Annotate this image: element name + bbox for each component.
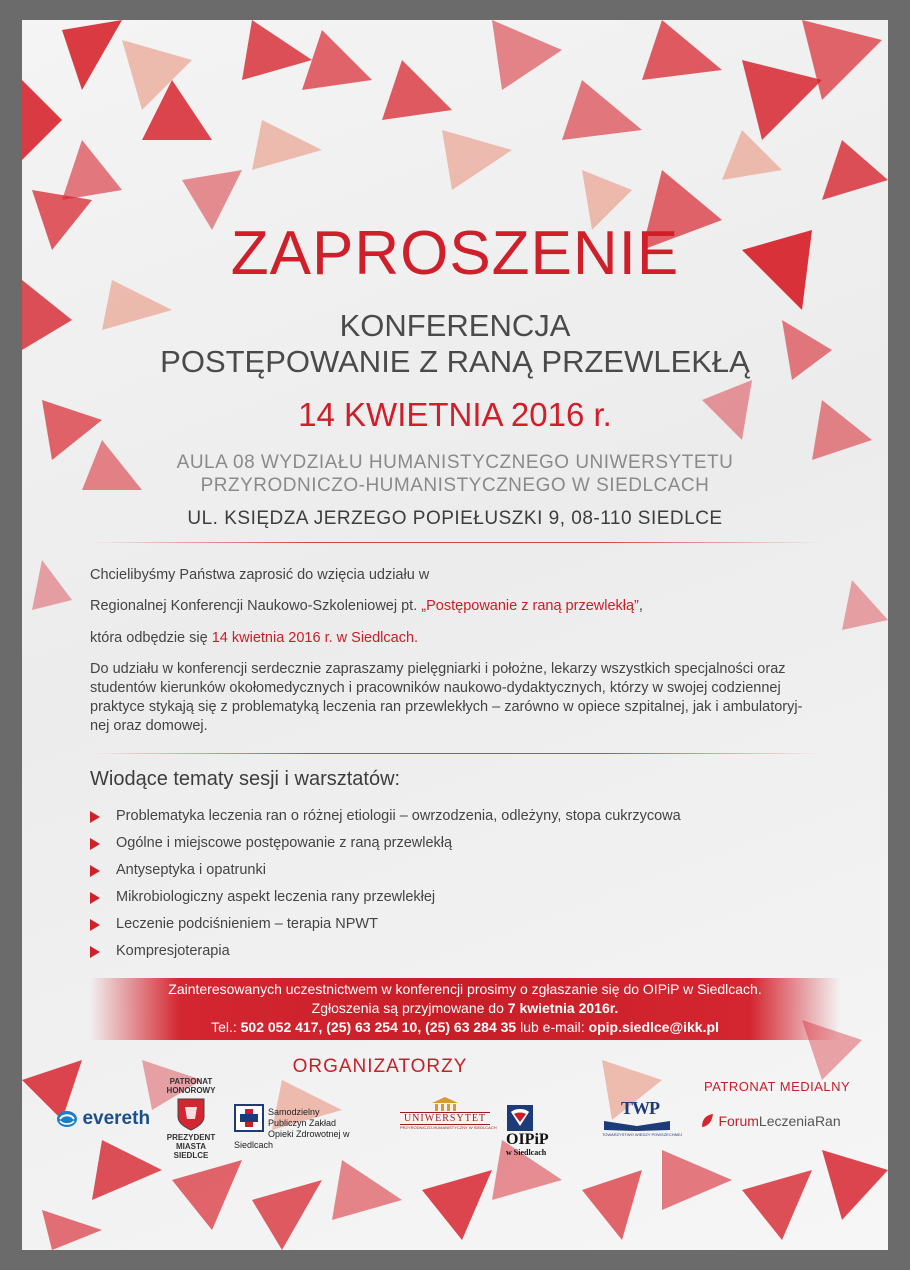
intro-line-3 <box>90 629 790 648</box>
bullet-triangle-icon <box>90 919 100 931</box>
hospital-cross-icon <box>234 1104 264 1132</box>
bullet-triangle-icon <box>90 946 100 958</box>
list-item: Antyseptyka i opatrunki <box>90 860 681 887</box>
media-patronage-heading: PATRONAT MEDIALNY <box>704 1079 851 1094</box>
divider <box>90 542 820 543</box>
evereth-logo: evereth <box>56 1108 150 1130</box>
university-logo: UNIWERSYTET PRZYRODNICZO-HUMANISTYCZNY W SIEDLCACH <box>400 1096 490 1130</box>
registration-deadline: 7 kwietnia 2016r. <box>507 1000 619 1016</box>
registration-line-1: Zainteresowanych uczestnictwem w konferencji prosimy o zgłaszanie się do OIPiP w Siedlcach. <box>168 981 762 997</box>
list-item: Leczenie podciśnieniem – terapia NPWT <box>90 914 681 941</box>
forum-leczenia-ran-logo: ForumLeczeniaRan <box>700 1112 841 1130</box>
invitation-page <box>22 20 888 1250</box>
intro-line-1: Chcielibyśmy Państwa zaprosić do wzięcia udziału w <box>90 567 430 583</box>
topics-list <box>90 806 681 968</box>
registration-line-2: Zgłoszenia są przyjmowane do 7 kwietnia 2016r. <box>311 1000 619 1016</box>
conference-label: KONFERENCJA <box>339 308 571 343</box>
intro-date: 14 kwietnia 2016 r. w Siedlcach. <box>211 630 419 646</box>
honorary-patronage-logo: PATRONAT HONOROWY PREZYDENT MIASTA SIEDLCE <box>166 1077 216 1160</box>
intro-paragraph: Do udziału w konferencji serdecznie zapraszamy pielęgniarki i położne, lekarzy wszystkich specjalności oraz studentów kierunków okołomedycznych i pracowników naukowo-dydaktycznych, którzy w swojej codziennej praktyce stykają się z problematyką leczenia ran przewlekłych – zarówno w opiece szpitalnej, jak i ambulatoryj-nej oraz domowej. <box>90 661 803 734</box>
conference-name: POSTĘPOWANIE Z RANĄ PRZEWLEKŁĄ <box>160 344 750 379</box>
page-title: ZAPROSZENIE <box>230 219 680 288</box>
divider <box>90 753 820 754</box>
oipip-emblem-icon <box>506 1104 534 1132</box>
intro-conference-title: „Postępowanie z raną przewlekłą” <box>421 598 639 614</box>
university-building-icon <box>430 1096 460 1112</box>
intro-line-2-suffix: , <box>638 598 643 614</box>
bullet-triangle-icon <box>90 892 100 904</box>
venue-line-2: PRZYRODNICZO-HUMANISTYCZNEGO W SIEDLCACH <box>200 475 710 496</box>
leaf-icon <box>700 1113 714 1129</box>
organizers-heading: ORGANIZATORZY <box>292 1056 468 1077</box>
list-item: Kompresjoterapia <box>90 941 681 968</box>
spzoz-logo: Samodzielny Publiczyn Zakład Opieki Zdrowotnej w Siedlcach <box>234 1104 357 1151</box>
venue-line-1: AULA 08 WYDZIAŁU HUMANISTYCZNEGO UNIWERSYTETU <box>176 452 734 473</box>
oipip-logo: OIPiP w Siedlcach <box>506 1104 549 1157</box>
twp-logo: TWP TOWARZYSTWO WIEDZY POWSZECHNEJ <box>602 1098 683 1137</box>
bullet-triangle-icon <box>90 811 100 823</box>
registration-phones: 502 052 417, (25) 63 254 10, (25) 63 284 35 <box>240 1019 517 1035</box>
intro-line-2-prefix: Regionalnej Konferencji Naukowo-Szkoleniowej pt. <box>90 598 422 614</box>
evereth-swirl-icon <box>56 1109 78 1129</box>
list-item: Mikrobiologiczny aspekt leczenia rany przewlekłej <box>90 887 681 914</box>
twp-book-icon <box>602 1118 672 1132</box>
bullet-triangle-icon <box>90 865 100 877</box>
list-item: Problematyka leczenia ran o różnej etiologii – owrzodzenia, odleżyny, stopa cukrzycowa <box>90 806 681 833</box>
list-item: Ogólne i miejscowe postępowanie z raną przewlekłą <box>90 833 681 860</box>
bullet-triangle-icon <box>90 838 100 850</box>
registration-banner <box>90 978 840 1040</box>
registration-email[interactable]: opip.siedlce@ikk.pl <box>588 1019 719 1035</box>
intro-line-2 <box>90 597 790 616</box>
conference-date: 14 KWIETNIA 2016 r. <box>298 396 612 433</box>
venue-address: UL. KSIĘDZA JERZEGO POPIEŁUSZKI 9, 08-110 SIEDLCE <box>187 508 723 529</box>
intro-line-3-prefix: która odbędzie się <box>90 630 212 646</box>
siedlce-coat-of-arms-icon <box>176 1097 206 1131</box>
topics-heading: Wiodące tematy sesji i warsztatów: <box>90 768 401 790</box>
registration-contact: Tel.: 502 052 417, (25) 63 254 10, (25) 63 284 35 lub e-mail: opip.siedlce@ikk.pl <box>211 1019 719 1035</box>
